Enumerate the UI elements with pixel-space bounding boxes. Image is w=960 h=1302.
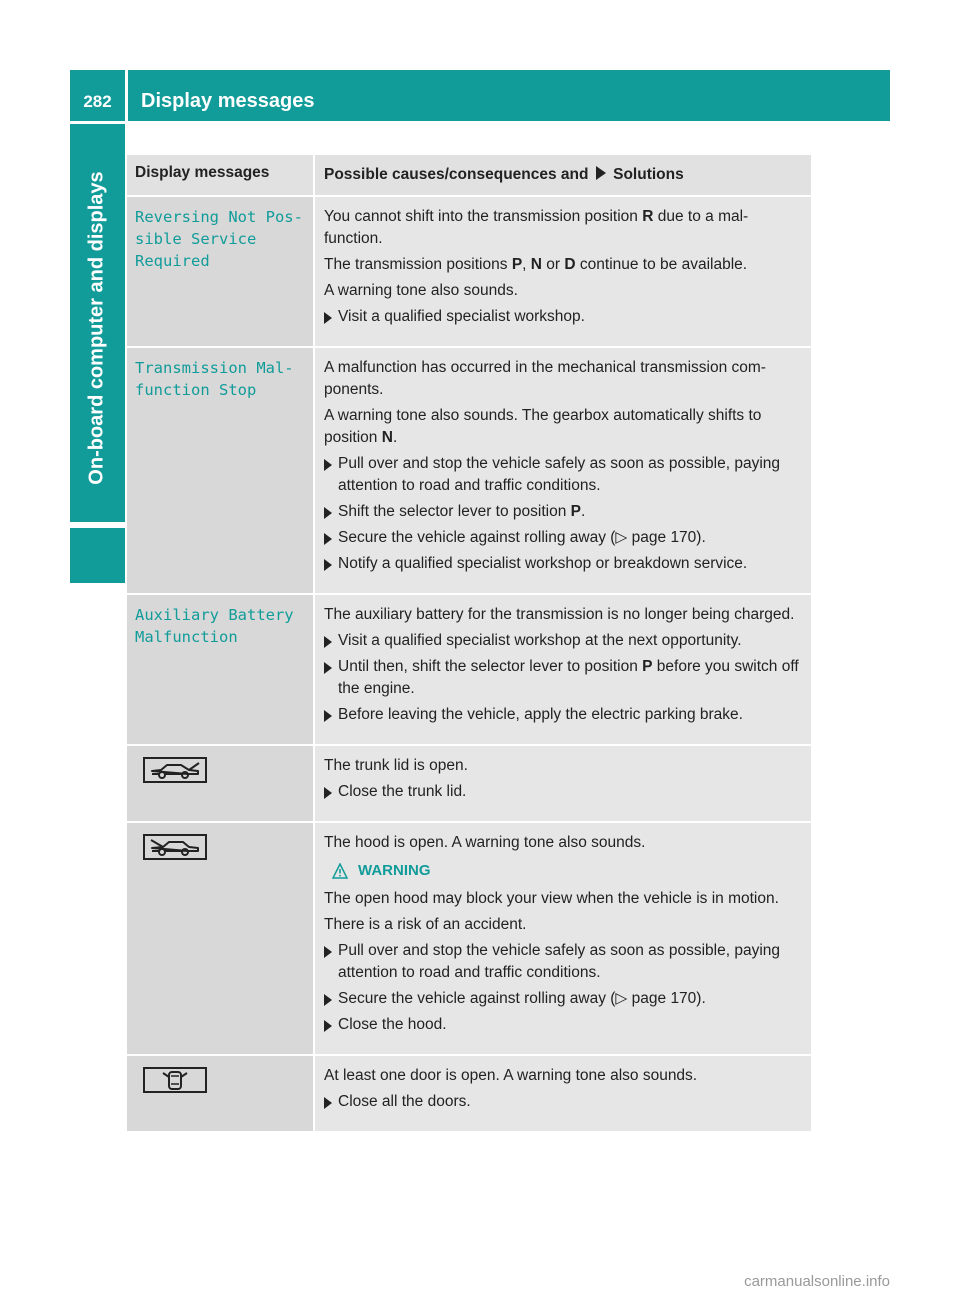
bullet-arrow-icon (324, 781, 338, 803)
bullet-arrow-icon (324, 501, 338, 523)
list-item: Visit a qualified specialist workshop at the next opportunity. (324, 630, 803, 652)
table-header-row (127, 155, 811, 197)
paragraph: A malfunction has occurred in the mechanical transmission com‐ponents. (324, 359, 766, 398)
chapter-side-tab[interactable] (70, 124, 125, 522)
paragraph: At least one door is open. A warning tone also sounds. (324, 1067, 698, 1084)
message-cell (127, 1056, 313, 1131)
list-item: Before leaving the vehicle, apply the electric parking brake. (324, 704, 803, 726)
bullet-arrow-icon (324, 527, 338, 549)
message-cell (127, 823, 313, 1054)
paragraph: A warning tone also sounds. The gearbox automatically shifts to position N. (324, 407, 762, 446)
paragraph: A warning tone also sounds. (324, 282, 518, 299)
column-header-display-messages: Display messages (127, 155, 313, 195)
paragraph: The open hood may block your view when the vehicle is in motion. (324, 890, 779, 907)
list-item: Until then, shift the selector lever to position P before you switch off the engine. (324, 656, 803, 700)
chapter-side-tab-label: On-board computer and displays (85, 171, 108, 485)
bullet-arrow-icon (324, 704, 338, 726)
paragraph: You cannot shift into the transmission position R due to a mal‐function. (324, 208, 749, 247)
section-title: Display messages (128, 70, 890, 121)
list-item: Close all the doors. (324, 1091, 803, 1113)
list-item: Close the hood. (324, 1014, 803, 1036)
message-cell (127, 197, 313, 346)
message-cell (127, 746, 313, 821)
paragraph: The transmission positions P, N or D continue to be available. (324, 256, 748, 273)
solution-arrow-icon (596, 166, 606, 180)
message-cell (127, 348, 313, 593)
solution-cell (315, 1056, 811, 1131)
bullet-arrow-icon (324, 1091, 338, 1113)
list-item: Notify a qualified specialist workshop or breakdown service. (324, 553, 803, 575)
table-row (127, 595, 811, 746)
list-item: Visit a qualified specialist workshop. (324, 306, 803, 328)
bullet-arrow-icon (324, 988, 338, 1010)
paragraph: The trunk lid is open. (324, 757, 468, 774)
table-row (127, 1056, 811, 1133)
hood-open-icon (143, 834, 207, 860)
list-item (324, 988, 803, 1010)
message-cell (127, 595, 313, 744)
door-open-icon (143, 1067, 207, 1093)
list-item (324, 527, 803, 549)
solution-cell (315, 197, 811, 346)
display-message-code: Reversing Not Pos‐ sible Service Required (135, 208, 303, 270)
page-number: 282 (70, 70, 125, 121)
list-item: Close the trunk lid. (324, 781, 803, 803)
bullet-arrow-icon (324, 656, 338, 700)
warning-triangle-icon (332, 863, 348, 879)
bullet-arrow-icon (324, 630, 338, 652)
display-message-code: Transmission Mal‐ function Stop (135, 359, 294, 399)
solution-cell (315, 746, 811, 821)
page-header (70, 70, 890, 121)
list-item: Shift the selector lever to position P. (324, 501, 803, 523)
list-item: Pull over and stop the vehicle safely as soon as possible, paying attention to road and traffic conditions. (324, 453, 803, 497)
paragraph: There is a risk of an accident. (324, 916, 527, 933)
page-reference-link[interactable]: Secure the vehicle against rolling away (▷ page 170). (338, 990, 706, 1007)
display-message-code: Auxiliary Battery Malfunction (135, 606, 294, 646)
solution-cell (315, 348, 811, 593)
trunk-open-icon (143, 757, 207, 783)
bullet-arrow-icon (324, 306, 338, 328)
table-row (127, 348, 811, 595)
list-item: Pull over and stop the vehicle safely as soon as possible, paying attention to road and traffic conditions. (324, 940, 803, 984)
solution-cell (315, 595, 811, 744)
table-row (127, 197, 811, 348)
bullet-arrow-icon (324, 1014, 338, 1036)
paragraph: The auxiliary battery for the transmission is no longer being charged. (324, 606, 795, 623)
watermark-footer: carmanualsonline.info (744, 1273, 890, 1290)
page-reference-link[interactable]: Secure the vehicle against rolling away (▷ page 170). (338, 529, 706, 546)
table-row (127, 823, 811, 1056)
display-messages-table (127, 155, 811, 1133)
bullet-arrow-icon (324, 940, 338, 984)
bullet-arrow-icon (324, 453, 338, 497)
warning-label: WARNING (332, 860, 803, 882)
paragraph: The hood is open. A warning tone also sounds. (324, 834, 646, 851)
solution-cell (315, 823, 811, 1054)
table-row (127, 746, 811, 823)
chapter-marker (70, 528, 125, 583)
bullet-arrow-icon (324, 553, 338, 575)
column-header-causes-solutions: Possible causes/consequences and Solutions (315, 155, 811, 195)
